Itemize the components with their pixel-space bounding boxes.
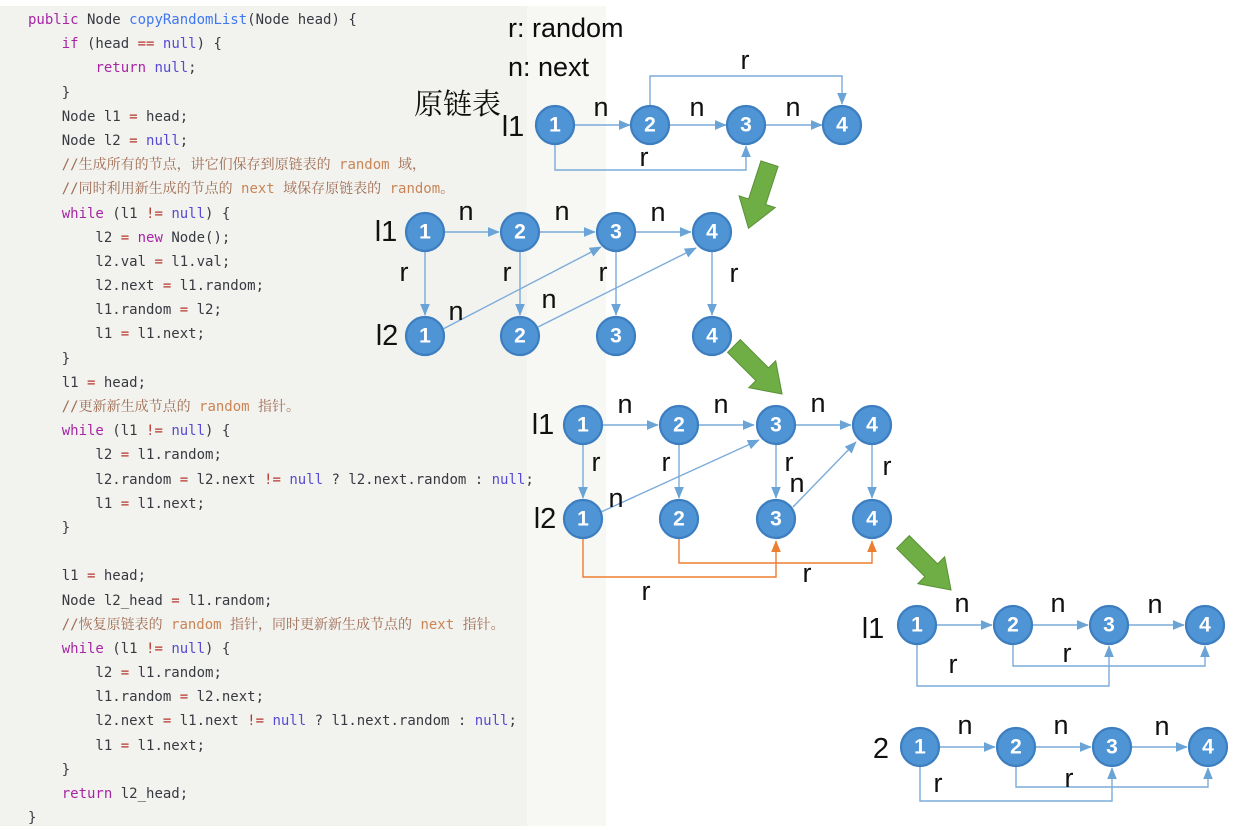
pointer-label-n: n [617, 389, 633, 419]
code-token: = [120, 326, 130, 343]
node-value: 1 [914, 735, 926, 759]
legend-next: n: next [508, 52, 590, 82]
list-label: l1 [501, 111, 525, 143]
node-value: 3 [740, 113, 752, 137]
code-token: //恢复原链表的 [61, 616, 172, 633]
code-token: if [61, 36, 79, 53]
code-token: l1.random; [179, 592, 273, 609]
code-token: ? l1.next.random : [306, 713, 475, 730]
code-token: Node(); [162, 229, 231, 246]
code-token: null [146, 132, 180, 149]
node-value: 1 [549, 113, 561, 137]
code-token: l2.next [28, 713, 163, 730]
code-token: l1 [28, 737, 121, 754]
pointer-label-r: r [948, 649, 958, 679]
code-token: null [162, 36, 197, 53]
code-token: return [95, 60, 147, 77]
code-token: != [264, 471, 281, 488]
node-value: 1 [577, 413, 589, 437]
code-token: l2.next; [188, 689, 265, 706]
code-token: head; [95, 374, 147, 391]
code-token: l1.random [28, 302, 180, 319]
code-token: l2 [28, 229, 121, 246]
node-value: 2 [644, 113, 656, 137]
diagram-step3-copy-randoms-set [532, 388, 892, 606]
code-token: } [28, 519, 71, 536]
code-token: ) { [205, 640, 231, 657]
pointer-label-r: r [729, 258, 739, 288]
pointer-label-n: n [689, 92, 705, 122]
code-token: 指针。 [454, 616, 505, 633]
random-pointer-arrow [555, 144, 746, 170]
code-token: ? l2.next.random : [323, 471, 492, 488]
node-value: 3 [610, 324, 622, 348]
pointer-label-n: n [785, 92, 801, 122]
code-token: l2.next [188, 471, 265, 488]
code-token: return [61, 786, 113, 802]
pointer-label-r: r [641, 576, 651, 606]
code-token: } [28, 350, 71, 367]
code-token: null [491, 471, 526, 488]
code-token: = [120, 229, 130, 246]
code-token: (head [78, 36, 138, 53]
code-token: ; [179, 132, 189, 149]
code-token: = [179, 471, 189, 488]
code-token: != [146, 423, 163, 440]
code-token: (Node head) { [247, 12, 357, 28]
node-value: 1 [419, 324, 431, 348]
pointer-label-n: n [810, 388, 826, 418]
pointer-label-r: r [1064, 763, 1074, 793]
pointer-label-n: n [1147, 589, 1163, 619]
code-token: null [272, 713, 307, 730]
code-token: Node [78, 12, 130, 28]
list-label: 2 [872, 733, 890, 765]
step-transition-arrow [730, 158, 787, 234]
diagram-step5-copied-list [873, 710, 1227, 801]
code-token: (l1 [103, 423, 147, 440]
code-token: ) { [196, 36, 222, 53]
code-token: next [241, 181, 275, 198]
step-transition-arrow [890, 529, 965, 604]
code-token: = [179, 302, 189, 319]
pointer-label-r: r [502, 257, 512, 287]
code-token: l1.next [171, 713, 248, 730]
code-token: l1.next; [129, 495, 206, 512]
code-token: random [339, 157, 390, 174]
code-token: = [162, 713, 172, 730]
code-token: != [247, 713, 265, 730]
code-token: Node l1 [28, 108, 130, 125]
code-token: random [171, 616, 222, 633]
code-token: l1.val; [162, 253, 231, 270]
list-label: l2 [375, 320, 399, 352]
code-token: 。 [440, 181, 455, 198]
code-token: l1.random [28, 689, 180, 706]
node-value: 2 [514, 324, 526, 348]
pointer-label-n: n [957, 710, 973, 740]
node-value: 4 [706, 220, 718, 244]
pointer-label-r: r [740, 45, 750, 75]
node-value: 4 [1202, 735, 1214, 759]
code-token: null [171, 640, 206, 657]
pointer-label-r: r [1062, 638, 1072, 668]
node-value: 3 [770, 413, 782, 437]
pointer-label-n: n [1154, 711, 1170, 741]
code-token: null [154, 60, 189, 77]
diagram-step4-original-restored [862, 588, 1224, 686]
pointer-label-n: n [608, 483, 624, 513]
code-token: = [179, 689, 189, 706]
node-value: 4 [866, 507, 878, 531]
original-list-title: 原链表 [414, 89, 502, 121]
code-token: l1 [28, 568, 88, 585]
list-label: l2 [533, 503, 557, 535]
code-token: l1.random; [171, 278, 265, 295]
code-token: next [420, 616, 455, 633]
pointer-label-n: n [650, 197, 666, 227]
pointer-label-r: r [399, 257, 409, 287]
code-token: = [120, 495, 130, 512]
code-token: head; [95, 568, 147, 585]
code-token: l2_head; [112, 786, 189, 802]
code-token: l1.next; [129, 326, 206, 343]
code-token: //生成所有的节点，讲它们保存到原链表的 [61, 157, 340, 174]
random-pointer-arrow [650, 76, 842, 106]
code-token: 指针，同时更新新生成节点的 [221, 616, 421, 633]
code-token: ) { [205, 205, 231, 222]
code-token: = [129, 108, 138, 125]
code-token: while [61, 640, 104, 657]
code-token: null [474, 713, 509, 730]
code-token: //更新新生成节点的 [61, 399, 200, 415]
code-token: null [289, 471, 324, 488]
pointer-label-r: r [802, 558, 812, 588]
code-token: = [120, 737, 130, 754]
list-label: l1 [374, 216, 398, 248]
next-pointer-arrow [538, 248, 696, 327]
code-token: public [28, 12, 79, 28]
code-token: random [199, 399, 250, 415]
code-token: l2.next [28, 278, 163, 295]
code-token: ; [508, 713, 517, 730]
code-token: Node l2_head [28, 592, 172, 609]
code-token: //同时利用新生成的节点的 [61, 181, 242, 198]
step-transition-arrow [721, 333, 796, 408]
node-value: 4 [706, 324, 718, 348]
pointer-label-n: n [448, 296, 464, 326]
node-value: 4 [866, 413, 878, 437]
code-token: != [146, 205, 163, 222]
code-token: while [61, 423, 104, 440]
code-token: = [120, 447, 130, 464]
list-label: l1 [861, 613, 885, 645]
code-token: null [171, 205, 206, 222]
code-token: l2; [188, 302, 222, 319]
pointer-label-r: r [591, 447, 601, 477]
pointer-label-r: r [882, 451, 892, 481]
code-token: == [137, 36, 155, 53]
pointer-label-n: n [789, 468, 805, 498]
node-value: 2 [1010, 735, 1022, 759]
code-token: l1.next; [129, 737, 206, 754]
code-token: copyRandomList [129, 12, 248, 28]
pointer-label-n: n [1050, 588, 1066, 618]
node-value: 1 [911, 613, 923, 637]
code-token: Node l2 [28, 132, 130, 149]
code-token: = [87, 568, 96, 585]
code-token: while [61, 205, 104, 222]
code-token: (l1 [103, 205, 147, 222]
code-token: = [154, 253, 163, 270]
pointer-label-r: r [661, 447, 671, 477]
code-token: l2 [28, 447, 121, 464]
node-value: 2 [1007, 613, 1019, 637]
pointer-label-n: n [541, 284, 557, 314]
code-token: (l1 [103, 640, 147, 657]
pointer-label-n: n [593, 92, 609, 122]
code-token: = [171, 592, 180, 609]
code-token: ) { [205, 423, 231, 440]
node-value: 2 [514, 220, 526, 244]
node-value: 3 [770, 507, 782, 531]
code-token: head; [137, 108, 189, 125]
node-value: 3 [610, 220, 622, 244]
code-token: l2.val [28, 253, 155, 270]
code-token: } [28, 84, 71, 101]
code-token: new [137, 229, 163, 246]
node-value: 4 [836, 113, 848, 137]
code-token: } [28, 810, 37, 827]
code-token: null [171, 423, 206, 440]
legend-random: r: random [508, 13, 624, 43]
code-token: l2 [28, 665, 121, 682]
node-value: 1 [577, 507, 589, 531]
code-token: l1 [28, 374, 88, 391]
code-token: l2.random [28, 471, 180, 488]
pointer-label-n: n [1053, 710, 1069, 740]
code-token: } [28, 761, 71, 778]
code-token: l1.random; [129, 665, 222, 682]
code-token: l1 [28, 326, 121, 343]
pointer-label-r: r [784, 447, 794, 477]
pointer-label-r: r [639, 142, 649, 172]
code-token: = [120, 665, 130, 682]
code-token: != [146, 640, 163, 657]
code-token: = [162, 278, 172, 295]
diagram-step2-copies-created [375, 196, 739, 355]
code-token: l1.random; [129, 447, 222, 464]
pointer-label-n: n [458, 196, 474, 226]
code-token: ; [525, 471, 534, 488]
code-token: random [389, 181, 441, 198]
code-token: 指针。 [249, 399, 301, 415]
node-value: 3 [1106, 735, 1118, 759]
node-value: 2 [673, 507, 685, 531]
diagram-step1-original-list [502, 45, 861, 172]
pointer-label-n: n [713, 389, 729, 419]
node-value: 2 [673, 413, 685, 437]
code-token: = [87, 374, 96, 391]
code-token: l1 [28, 495, 121, 512]
node-value: 4 [1199, 613, 1211, 637]
code-token: 域保存原链表的 [274, 181, 390, 198]
code-token: ; [188, 60, 197, 77]
code-token: 域， [389, 157, 427, 174]
pointer-label-n: n [954, 588, 970, 618]
pointer-label-n: n [554, 196, 570, 226]
node-value: 1 [419, 220, 431, 244]
code-token: = [129, 132, 138, 149]
node-value: 3 [1103, 613, 1115, 637]
pointer-label-r: r [933, 768, 943, 798]
list-label: l1 [531, 409, 555, 441]
pointer-label-r: r [598, 257, 608, 287]
